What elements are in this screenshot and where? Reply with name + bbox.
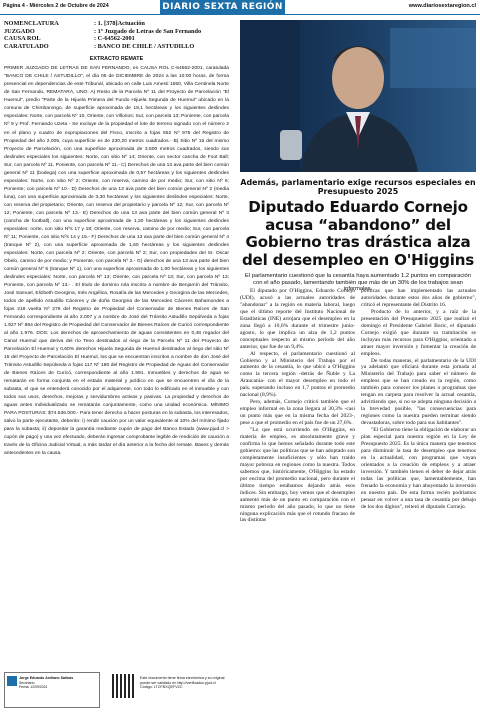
case-field-row	[4, 20, 229, 28]
article-body	[240, 288, 476, 524]
case-field-value: : BANCO DE CHILE / ASTUDILLO	[94, 42, 195, 50]
article-kicker: Además, parlamentario exige recursos especiales en Presupuesto 2025	[240, 178, 476, 197]
page-header	[0, 0, 480, 14]
article-photo	[240, 20, 476, 172]
article-paragraph: "El Gobierno tiene la obligación de elaborar un plan especial para nuestra región en la Ley de Presupuesto 2025. Es la única manera que tenemos para disminuir la tasa de desempleo que tenemos en la actualidad, con programas que vayan orientados a la creación de empleos y a atraer inversión. Y también tienen el deber de dejar atrás todas las políticas que, lamentablemente, han frenado la economía y han ahuyentado la inversión en nuestro país. De esta forma recién podríamos pensar en volver a una tasa de cesantía por debajo de los dos dígitos", reiteró el diputado Cornejo.	[361, 427, 476, 510]
photo-illustration	[240, 20, 476, 172]
case-fields	[4, 20, 229, 50]
signer-role	[19, 681, 97, 690]
qr-code-icon	[112, 674, 136, 698]
article-paragraph: Pero, además, Cornejo criticó también que el empleo informal en la zona llegara al 30,3% -casi un punto más que en la misma fecha del 2023-, pese a que el promedio en el país fue de un 27,6%.	[240, 399, 355, 427]
verification-block	[112, 672, 229, 706]
case-field-value: : C-64562-2001	[94, 35, 135, 43]
signer-name: Jorge Eduardo Arellano Salinas	[19, 676, 74, 680]
article-headline: Diputado Eduardo Cornejo acusa “abandono” del Gobierno tras drástica alza del desempleo en O'Higgins	[241, 198, 475, 269]
case-field-row	[4, 35, 229, 43]
article-paragraph: Al respecto, el parlamentario cuestionó al Gobierno y al Ministerio del Trabajo por el aumento de la cesantía, lo que ubicó a O'Higgins como la tercera región -detrás de Ñuble y La Araucanía- con el mayor desempleo en todo el país, superando incluso en 1,7 puntos el promedio nacional (8,9%).	[240, 350, 355, 399]
case-field-key: NOMENCLATURA	[4, 20, 59, 27]
extract-title: EXTRACTO REMATE	[89, 56, 144, 63]
article-paragraph: De todas maneras, el parlamentario de la UDI ya adelantó que oficiará durante esta jornada al Ministerio del Trabajo para saber el número de empleos que se han creado en la región, como también para conocer los planes o programas que tengan en carpeta para resolver la actual cesantía, advirtiendo que, si no se adopta ninguna decisión a la brevedad posible, "las consecuencias para regiones como la nuestra pueden terminar siendo devastadoras, sobre todo para sus habitantes".	[361, 357, 476, 427]
article-column	[361, 288, 476, 524]
masthead: DIARIO SEXTA REGIÓN	[160, 0, 285, 14]
article-paragraph: El diputado por O'Higgins, Eduardo Cornejo (UDI), acusó a las actuales autoridades de "abandonar" a la región en materia laboral, luego que el último reporte del Instituto Nacional de Estadísticas (INE) arrojara que el desempleo en la zona llegó a 10,6% durante el trimestre junio-agosto, lo que implica un alza de 1,2 puntos conceptuales respecto al mismo período del año anterior, que fue de un 9,4%.	[240, 288, 355, 350]
website-label: www.diariosextaregion.cl	[408, 3, 476, 9]
legal-body: PRIMER JUZGADO DE LETRAS DE SAN FERNANDO, en CAUSA ROL C-64562-2001, caratulada "BANCO DE CHILE / ASTUDILLO", el día 05 de DICIEMBRE de 2024 a las 10:00 horas, de forma presencial en dependencias de este Tribunal, ubicado en calle Luis Amesti 1550, Villa Centinela Norte de San Fernando, REMATARÁ, UNO: A) Resto de la Parcela Nº 11 del Proyecto de Parcelación "El Huemul", predio "Parte de la Hijuela Primera del Fundo Hijuela Segunda de Huemul" ubicado en la comuna de Chimbarongo, de superficie aproximada de 19,1 hectáreas y los siguientes deslindes especiales: Norte, con parcela Nº 10, Oriente, con Villorios; Sur, con parcela 13; Poniente, con parcela Nº 9 y Prof. Fernando Uzeta - Se excluye de la propiedad el lote de terreno signado con el número 2 en el plano y cuadro de expropiaciones del Fisco, inscrito a fojas 552 Nº 975 del Registro de Propiedad del año 2.005, cuya superficie es de 230,20 metros cuadrados.- B) Sitio Nº 15 del mismo Proyecto de Parcelación, con una superficie aproximada de 3.500 metros cuadrados, siendo sus deslindes especiales los siguientes: Norte, con sitio Nº 14; Oriente, con sector cancha de Foot Ball; Sur, con parcela Nº 11, Poniente, con parcela Nº 11.- C) Derechos de una 13 ava parte del bien común general Nº 11 (bodega) con una superficie aproximada de 0,57 hectáreas y los siguientes deslindes especiales: Norte, con sitio Nº 2; Oriente, con reserva, camino de por medio; Sur, con sitio Nº 6; Poniente; con parcela Nº 10.- D) Derechos de una 13 ava parte del bien común general Nº 2 (media luna), con una superficie aproximada de 3,30 hectáreas y los siguientes deslindes especiales: Norte, con reserva del propietario; Oriente, con reserva del propietario y parcela Nº 12; Sur, con parcela Nº 12; Poniente, con parcela Nº 13.- E) Derechos de una 13 ava parte del bien común general Nº 3 (cancha de football), con una superficie aproximada de 1,20 hectáreas y los siguientes deslindes especiales: norte, con sitio Nºs 17 y 18; Oriente, con reserva, camino de por medio; Sur, con parcela Nº 11; Poniente, con sitio Nºs 14 y 15.- F) Derechos de una 13 ava parte del bien común general Nº 4 (tranque Nº 2), con una superficie aproximada de 1,60 hectáreas y los siguientes deslindes especiales: Norte, con parcela Nº 2; Oriente, con parcela Nº 2; Sur, con propiedades del Sr. Oscar Obelo, camino de por medio; y Poniente, con parcela Nº 2.- G) derechos de una 13 ava parte del bien común general Nº 5 (tranque Nº 1), con una superficie aproximada de 1,00 hectáreas y los siguientes deslindes especiales: Norte, con parcela Nº 13; Oriente, con parcela Nº 13; Sur, con parcela Nº 13; Poniente, con parcela Nº 13.- . El título de dominio rola inscrito a nombre de Benjamín del Tránsito, José Samuel, Elizbeth Georgina, Inés Angélica, Rosalía de las Mercedes y Georgina de las Mercedes, todos de apellido Astudillo Cáceres y de doña Georgina de las Mercedes Cáceres Bahamondes a fojas 218 vuelta Nº 276 del Registro de Propiedad del Conservador de Bienes Raíces de San Fernando correspondiente al año 2.007 y a nombre de José del Tránsito Astudillo Sepúlveda a fojas 1.927 Nº 884 del Registro de Propiedad del Conservador de Bienes Raíces de Curicó correspondiente al año 1.976. DOS: Los derechos de aprovechamiento de aguas consistentes en 0,48 regador del Canal Huemul que deriva del río Teno destinados al riego de la Parcela Nº 11 del Proyecto de Parcelación El Huemul y 0,60% derechos Hijuela Segunda de Huemul destinados al riego del sitio Nº 15 del Proyecto de Parcelación El Huemul, los que se encuentran inscritos a nombre de don José del Tránsito Astudillo Sepúlveda a fojas 117 Nº 180 del Registro de Propiedad de Aguas del Conservador de Bienes Raíces de Curicó, correspondiente al año 1.991. Inmuebles y derechos de agua se rematarán en forma conjunta en el estado material y jurídico en que se encuentren el día de la subasta, el que se entenderá conocido por el adquirente, con todo lo edificado en el inmueble y con todos sus usos, derechos, mejoras y servidumbres activas y pasivas. La propiedad y derechos de aguas antes individualizado se rematarán conjuntamente, como una unidad económica. MÍNIMO PARA POSTURAS: $74.536.000.- Para tener derecho a hacer posturas en la subasta, los interesados, salvo la parte ejecutante, deberán: i) rendir caución por un valor equivalente al 10% del mínimo fijado para la subasta; ii) depositar la garantía mediante cupón de pago del Banco Estado (www.pjud.cl > cupón de pago) y una vez efectuado, deberán ingresar comprobante legible de rendición de caución a través de la Oficina Judicial Virtual, a más tardar el día anterior a la fecha del remate. Bases y demás antecedentes en la causa.	[4, 66, 229, 457]
article-paragraph: "Lo que está ocurriendo en O'Higgins, en materia de empleo, es absolutamente grave y confirma lo que hemos señalado durante todo este gobierno: que las políticas que se han adoptado son completamente insuficientes y sólo han traído mayor pobreza en regiones como la nuestra. Todos sabemos que, históricamente, O'Higgins ha estado por encima del promedio nacional, pero durante el último tiempo estábamos dejando atrás esos índices. Sin embargo, hoy vemos que el desempleo aumentó más de un punto en comparación con el mismo periodo del año pasado, lo que no tiene ninguna explicación más que el rotundo fracaso de las distintas	[240, 427, 355, 524]
legal-notice	[4, 20, 229, 458]
case-field-row	[4, 43, 229, 51]
signature-date: Fecha: 12/09/2024	[19, 685, 48, 690]
case-field-row	[4, 28, 229, 36]
case-field-key: JUZGADO	[4, 27, 35, 35]
article-paragraph: políticas que han implementado las actuales autoridades durante estos dos años de gobierno", criticó el representante del Distrito 16.	[361, 288, 476, 308]
signature-box	[4, 672, 100, 708]
case-field-key: CARATULADO	[4, 42, 49, 50]
article-lede: El parlamentario cuestionó que la cesantía haya aumentado 1,2 puntos en comparación con el año pasado, lamentando también que más de un 30% de los trabajos sean informales.	[245, 273, 471, 293]
signature-seal-icon	[7, 676, 17, 686]
verification-text: Este documento tiene firma electrónica y su original puede ser validado en http://verificadoc.pjud.cl Código: LTCFBXQEFVZC	[140, 676, 225, 690]
article-paragraph: Producto de lo anterior, y a raíz de la presentación del Presupuesto 2025 que realizó el domingo el Presidente Gabriel Boric, el diputado Cornejo exigió que durante su tramitación se incluyan más recursos para O'Higgins, orientado a atraer mayor inversión y fomentar la creación de empleos.	[361, 308, 476, 357]
article-column	[240, 288, 355, 524]
signature-area	[4, 672, 229, 708]
article-header	[240, 178, 476, 293]
case-field-key: CAUSA ROL	[4, 35, 41, 43]
signer-role-title: Secretario	[19, 681, 35, 685]
case-field-value: : 1. [378]Actuación	[94, 20, 145, 27]
page-label: Página 4 - Miércoles 2 de Octubre de 2024	[3, 3, 109, 9]
case-field-value: : 1º Juzgado de Letras de San Fernando	[94, 27, 202, 35]
header-divider	[0, 14, 480, 15]
